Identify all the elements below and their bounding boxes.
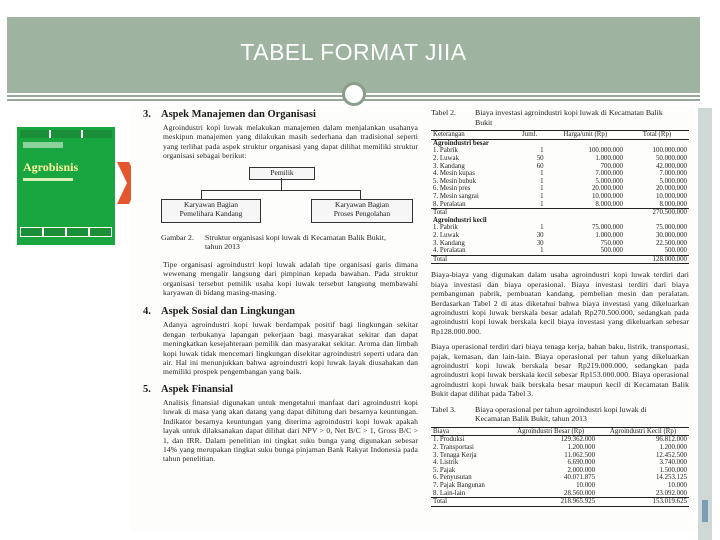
table2-caption: Tabel 2. Biaya investasi agroindustri kopi luwak di Kecamatan Balik Bukit bbox=[431, 108, 663, 127]
org-line-horizontal bbox=[201, 190, 361, 191]
table-row: 1. Produksi 129.362.000 96.812.000 bbox=[433, 436, 687, 444]
table3-total: Total 218.965.925 153.019.625 bbox=[433, 498, 687, 506]
left-column bbox=[143, 106, 418, 464]
cover-bottom-strip bbox=[20, 227, 112, 237]
slide-title: TABEL FORMAT JIIA bbox=[240, 39, 467, 65]
table-row: 6. Mesin pres 1 20.000.000 20.000.000 bbox=[433, 185, 687, 193]
right-column bbox=[431, 106, 689, 507]
table-row: 3. Kandang 60 700.000 42.000.000 bbox=[433, 162, 687, 170]
table3-caption: Tabel 3. Biaya operasional per tahun agroindustri kopi luwak di Kecamatan Balik Bukit, tahun 2013 bbox=[431, 404, 647, 424]
paper-page bbox=[131, 106, 694, 532]
table-row: 1. Pabrik 1 75.000.000 75.000.000 bbox=[433, 224, 687, 232]
table-row: 1. Pabrik 1 100.000.000 100.000.000 bbox=[433, 147, 687, 155]
table2-section-besar: Agroindustri besar bbox=[433, 139, 489, 147]
table-row: 4. Peralatan 1 500.000 500.000 bbox=[433, 247, 687, 255]
table-row: 2. Luwak 50 1.000.000 50.000.000 bbox=[433, 154, 687, 162]
section-heading-5: 5. Aspek Finansial bbox=[143, 383, 234, 395]
table-row: 3. Kandang 30 750.000 22.500.000 bbox=[433, 239, 687, 247]
paragraph-operational-cost: Biaya operasional terdiri dari biaya tenaga kerja, bahan baku, listrik, transportasi, pajak, kemasan, dan lain-lain. Biaya operasional per tahun yang dikeluarkan agroindustri kopi luwak berskala besar Rp219.000.000, sedangkan pada agroindustri kopi luwak berskala kecil sebesar Rp153.000.000. Biaya operasional agroindustri kopi luwak baik berskala besar maupun kecil di Kecamatan Balik Bukit dapat dilihat pada Tabel 3. bbox=[431, 342, 689, 399]
ring-ornament bbox=[342, 82, 366, 106]
table2-total-kecil: Total 128.000.000 bbox=[433, 255, 687, 263]
table-3-operational bbox=[431, 427, 689, 507]
org-line-vertical bbox=[281, 178, 282, 190]
org-chart bbox=[167, 161, 418, 233]
org-box-proses: Karyawan Bagian Proses Pengolahan bbox=[311, 199, 413, 223]
table2-total-besar: Total 270.500.000 bbox=[433, 209, 687, 217]
table-row: 6. Penyusutan 40.071.875 14.253.125 bbox=[433, 474, 687, 482]
table-row: 7. Pajak Bangunan 10.000 10.000 bbox=[433, 481, 687, 489]
org-box-kandang: Karyawan Bagian Pemelihara Kandang bbox=[161, 199, 261, 223]
journal-cover-thumbnail bbox=[17, 127, 115, 245]
table-row: 3. Tenaga Kerja 11.062.500 12.452.500 bbox=[433, 451, 687, 459]
table-row: 2. Transportasi 1.200.000 1.200.000 bbox=[433, 443, 687, 451]
table-row: 5. Pajak 2.000.000 1.500.000 bbox=[433, 466, 687, 474]
table-row: 4. Mesin kupas 1 7.000.000 7.000.000 bbox=[433, 170, 687, 178]
table3-header: Biaya Agroindustri Besar (Rp) Agroindustri Kecil (Rp) bbox=[431, 427, 689, 436]
table-row: 7. Mesin sangrai 1 10.000.000 10.000.000 bbox=[433, 192, 687, 200]
cover-top-strip bbox=[20, 130, 112, 138]
table2-header: Keterangan Juml. Harga/unit (Rp) Total (Rp) bbox=[431, 131, 689, 140]
cover-issn-bar bbox=[23, 142, 63, 148]
table-row: 8. Peralatan 1 8.000.000 8.000.000 bbox=[433, 200, 687, 208]
figure-caption: Gambar 2. Struktur organisasi kopi luwak di Kecamatan Balik Bukit, tahun 2013 bbox=[161, 232, 386, 252]
cover-journal-name: Agrobisnis bbox=[23, 160, 79, 174]
paragraph-investment-cost: Biaya-biaya yang digunakan dalam usaha agroindustri kopi luwak terdiri dari biaya investasi dan biaya operasional. Biaya investasi terdiri dari biaya pembangunan pabrik, pembuatan kandang, pembelian mesin dan peralatan. Berdasarkan Tabel 2 di atas diketahui bahwa biaya investasi yang dikeluarkan agroindustri kopi luwak berskala besar adalah Rp270.500.000, sedangkan pada agroindustri kopi luwak berskala kecil biaya investasi yang dikeluarkan sebesar Rp128.000.000. bbox=[431, 270, 689, 336]
paragraph-financial: Analisis finansial digunakan untuk mengetahui manfaat dari agroindustri kopi luwak di masa yang akan datang yang dapat dihitung dari besarnya keuntungan. Indikator besarnya keuntungan yang diterima agroindustri kopi luwak apakah layak untuk dilaksanakan dapat dilihat dari NPV > 0, Net B/C > 1, Gross B/C > 1, dan IRR. Dalam penelitian ini tingkat suku bunga yang digunakan sebesar 14% yang merupakan tingkat suku bunga pinjaman Bank Rakyat Indonesia pada tahun penelitian. bbox=[163, 397, 418, 464]
org-line-left bbox=[201, 190, 202, 199]
table-row: 5. Mesin bubuk 1 5.000.000 5.000.000 bbox=[433, 177, 687, 185]
right-edge-bar bbox=[698, 108, 712, 540]
paragraph-social: Adanya agroindustri kopi luwak berdampak positif bagi lingkungan sekitar dengan terbukanya lapangan pekerjaan bagi masyarakat sekitar dan dapat meningkatkan kesejahteraan pemilik dan masyarakat sekitar. Aroma dan limbah kopi luwak tidak mencemari lingkungan disekitar agroindustri seperti udara dan air. Hal ini menunjukkan bahwa agroindustri kopi luwak layak diusahakan dan memiliki prospek pengembangan yang baik. bbox=[163, 320, 418, 377]
org-line-right bbox=[360, 190, 361, 199]
table-row: 4. Listrik 6.690.000 3.740.000 bbox=[433, 459, 687, 467]
table-row: 2. Luwak 30 1.000.000 30.000.000 bbox=[433, 231, 687, 239]
section-heading-4: 4. Aspek Sosial dan Lingkungan bbox=[143, 306, 295, 318]
table-row: 8. Lain-lain 28.560.000 23.092.000 bbox=[433, 489, 687, 497]
org-box-owner: Pemilik bbox=[249, 167, 315, 180]
cover-subtitle-bar bbox=[23, 178, 73, 181]
paragraph-management: Agroindustri kopi luwak melakukan manajemen dalam menjalankan usahanya meskipun manajemen yang dilakukan masih sederhana dan tradisional seperti yang terlihat pada aspek struktur organisasi yang dapat dilihat memiliki struktur organisasi sebagai berikut: bbox=[163, 123, 418, 161]
paragraph-organization-type: Tipe organisasi agroindustri kopi luwak adalah tipe organisasi garis dimana wewenang mengalir langsung dari pimpinan kepada bawahan. Pada struktur organisasi tersebut pemilik usaha kopi luwak tersebut langsung membawahi karyawan di bidang masing-masing. bbox=[163, 259, 418, 298]
table-2-investment bbox=[431, 130, 689, 264]
section-heading-3: 3. Aspek Manajemen dan Organisasi bbox=[143, 109, 316, 120]
table2-section-kecil: Agroindustri kecil bbox=[433, 216, 487, 224]
right-edge-accent bbox=[702, 500, 708, 522]
